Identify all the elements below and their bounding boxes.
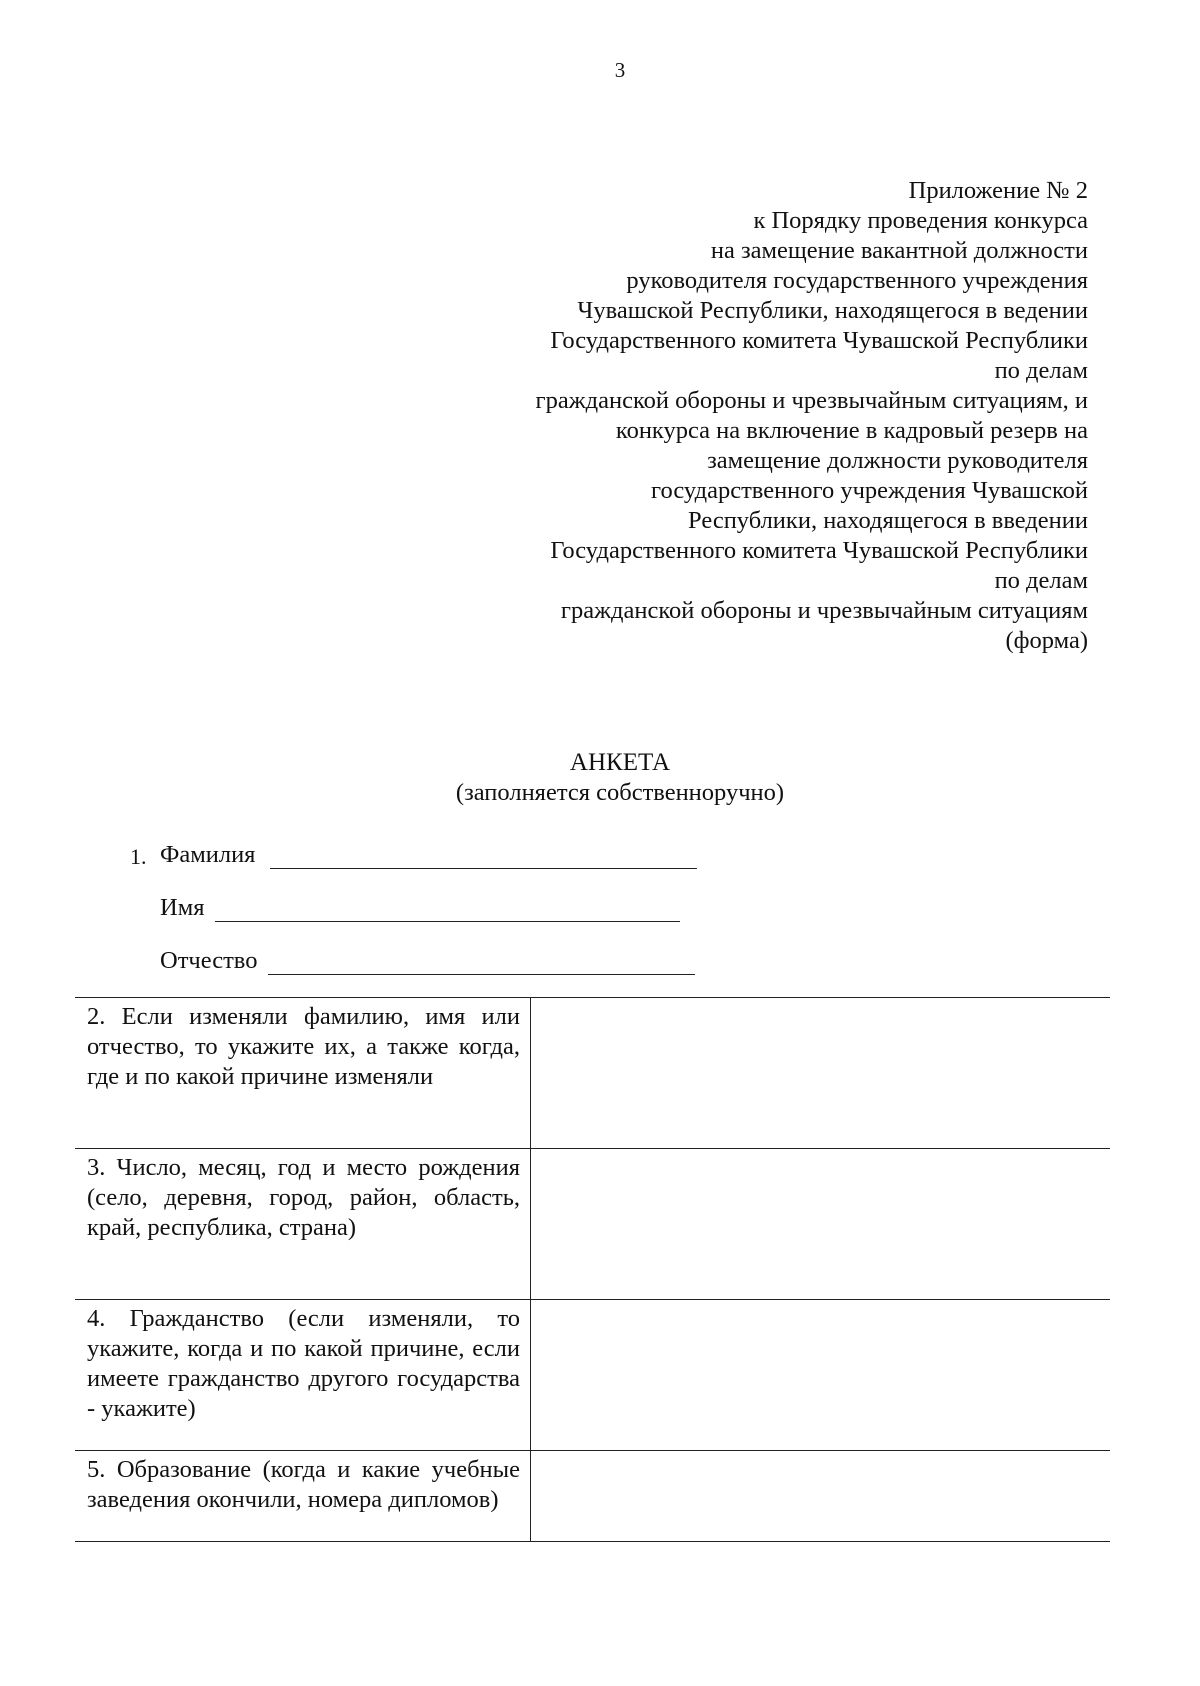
- first-name-field[interactable]: [215, 921, 680, 922]
- table-row: [75, 1300, 1110, 1451]
- answer-cell[interactable]: [531, 1300, 1111, 1451]
- question-cell: [75, 1451, 531, 1542]
- appendix-line: на замещение вакантной должности: [710, 237, 1088, 264]
- appendix-line: гражданской обороны и чрезвычайным ситуациям: [560, 597, 1088, 624]
- surname-field[interactable]: [270, 868, 697, 869]
- table-row: [75, 998, 1110, 1149]
- item-number: 1.: [130, 844, 147, 869]
- question-text: 3. Число, месяц, год и место рождения (село, деревня, город, район, область, край, республика, страна): [87, 1154, 520, 1241]
- appendix-line: конкурса на включение в кадровый резерв на: [615, 417, 1088, 444]
- appendix-line: Государственного комитета Чувашской Республики: [550, 327, 1088, 354]
- question-text: 2. Если изменяли фамилию, имя или отчество, то укажите их, а также когда, где и по какой причине изменяли: [87, 1003, 520, 1090]
- appendix-line: Приложение № 2: [908, 177, 1088, 204]
- table-row: [75, 1149, 1110, 1300]
- first-name-label: Имя: [160, 894, 205, 921]
- question-text: 5. Образование (когда и какие учебные заведения окончили, номера дипломов): [87, 1456, 520, 1513]
- page-number: 3: [614, 58, 626, 82]
- question-text: 4. Гражданство (если изменяли, то укажите, когда и по какой причине, если имеете гражданство другого государства - укажите): [87, 1305, 520, 1422]
- patronymic-label: Отчество: [160, 947, 258, 974]
- answer-cell[interactable]: [531, 998, 1111, 1149]
- appendix-line: замещение должности руководителя: [707, 447, 1088, 474]
- answer-cell[interactable]: [531, 1149, 1111, 1300]
- appendix-line: по делам: [994, 357, 1088, 384]
- surname-label: Фамилия: [160, 841, 256, 868]
- form-title: АНКЕТА: [569, 749, 671, 776]
- appendix-header: [448, 176, 1088, 656]
- question-cell: [75, 1149, 531, 1300]
- questionnaire-table: [75, 997, 1110, 1542]
- appendix-line: гражданской обороны и чрезвычайным ситуациям, и: [535, 387, 1088, 414]
- appendix-line: Государственного комитета Чувашской Республики: [550, 537, 1088, 564]
- patronymic-field[interactable]: [268, 974, 695, 975]
- appendix-line: Чувашской Республики, находящегося в ведении: [577, 297, 1088, 324]
- appendix-line: руководителя государственного учреждения: [626, 267, 1088, 294]
- appendix-line: (форма): [1005, 627, 1088, 654]
- appendix-line: государственного учреждения Чувашской: [651, 477, 1088, 504]
- question-cell: [75, 1300, 531, 1451]
- form-subtitle: (заполняется собственноручно): [455, 779, 785, 806]
- appendix-line: к Порядку проведения конкурса: [753, 207, 1088, 234]
- appendix-line: Республики, находящегося в введении: [688, 507, 1088, 534]
- answer-cell[interactable]: [531, 1451, 1111, 1542]
- table-row: [75, 1451, 1110, 1542]
- question-cell: [75, 998, 531, 1149]
- appendix-line: по делам: [994, 567, 1088, 594]
